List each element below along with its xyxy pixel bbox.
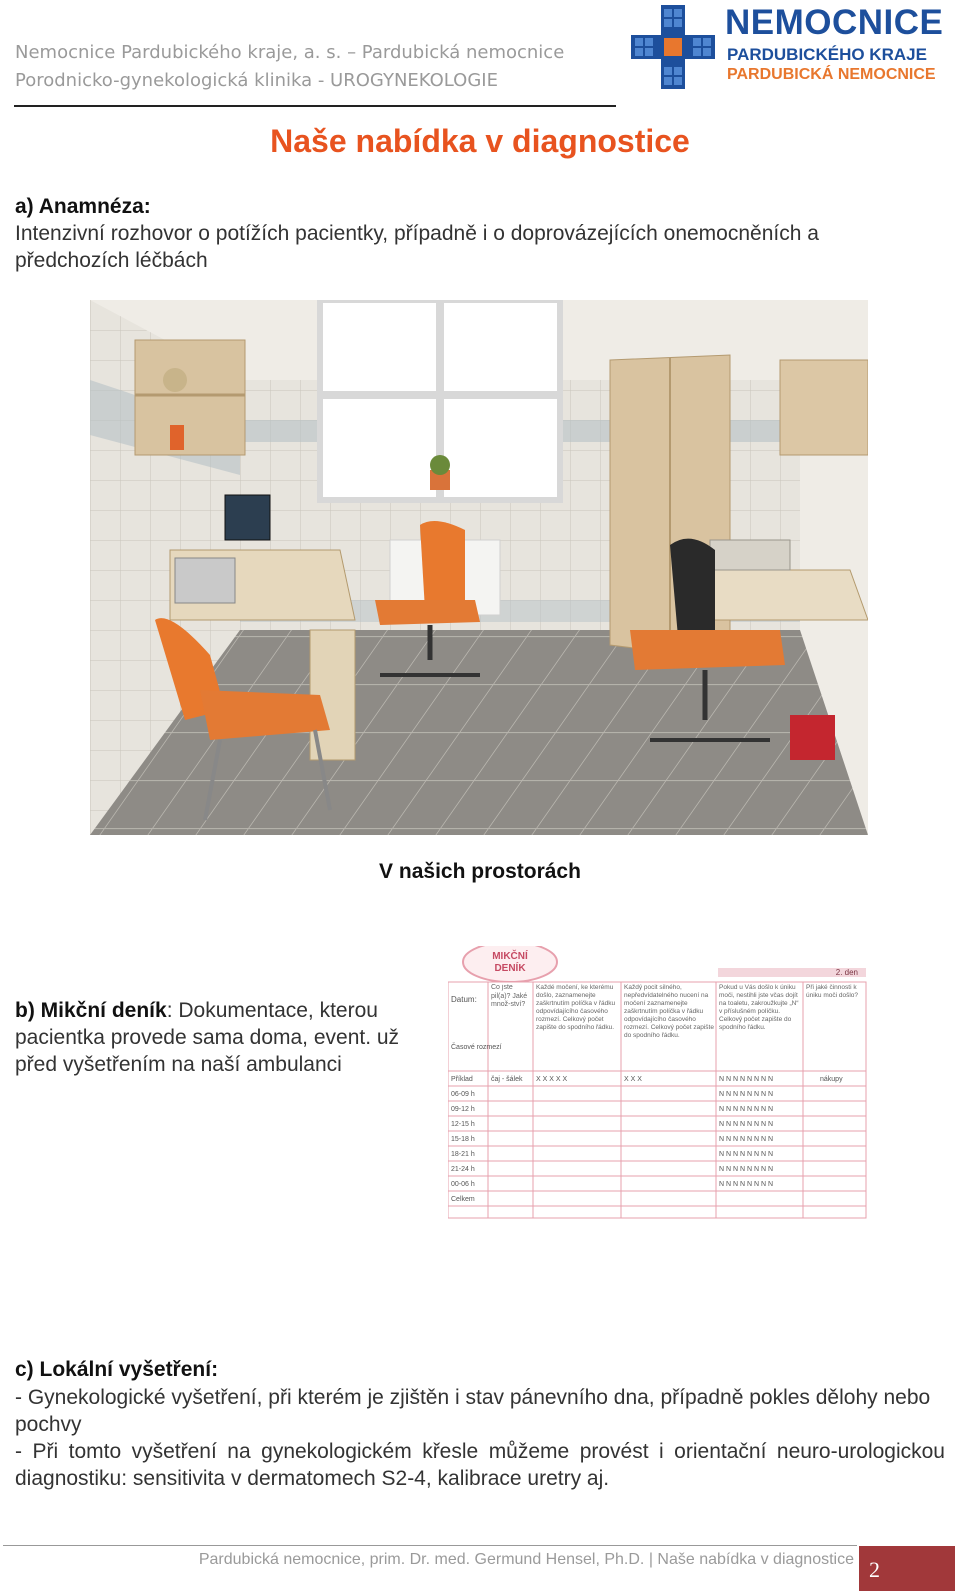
voiding-diary-table [448,946,872,1224]
footer-divider [3,1545,857,1546]
diary-day-label: 2. den [835,968,858,977]
header-divider [14,105,616,107]
diary-badge-line-1: MIKČNÍ [492,951,528,962]
diary-row-leak-marks: N N N N N N N N [719,1151,774,1158]
diary-badge-line-2: DENÍK [494,963,526,974]
room-illustration [90,300,868,835]
diary-activity-header: Při jaké činnosti k úniku moči došlo? [806,984,859,999]
diary-row-leak-marks: N N N N N N N N [719,1181,774,1188]
header-clinic-name: Porodnicko-gynekologická klinika - UROGYNEKOLOGIE [15,70,498,91]
diary-example-label: Příklad [451,1076,473,1083]
logo-line-1: NEMOCNICE [725,3,944,42]
footer-text: Pardubická nemocnice, prim. Dr. med. Germund Hensel, Ph.D. | Naše nabídka v diagnostice [198,1551,854,1568]
diary-example-activity: nákupy [820,1076,843,1083]
diary-row-time: 06-09 h [451,1091,475,1098]
diary-total-label: Celkem [451,1196,475,1203]
diary-row-time: 21-24 h [451,1166,475,1173]
diary-leak-header: Pokud u Vás došlo k úniku moči, nestihli jste včas dojít na toaletu, zakroužkujte „N“ v příslušném políčku. Celkový počet zapište do spodního řádku. [719,984,799,1031]
diary-urination-header: Každé močení, ke kterému došlo, zaznamenejte zaškrtnutím políčka v řádku odpovídajícího časového rozmezí. Celkový počet zapište do spodního řádku. [536,984,616,1031]
diary-row-time: 12-15 h [451,1121,475,1128]
section-a-heading: a) Anamnéza: [15,195,151,218]
diary-row-leak-marks: N N N N N N N N [719,1091,774,1098]
section-b-heading: b) Mikční deník [15,999,167,1022]
section-b-paragraph [15,997,425,1078]
diary-example-leak: N N N N N N N N [719,1076,774,1083]
diary-date-label: Datum: [451,995,477,1004]
diary-row-time: 09-12 h [451,1106,475,1113]
logo-line-3: PARDUBICKÁ NEMOCNICE [727,66,936,83]
diary-drink-header: Co jste pil(a)? Jaké množ-ství? [491,984,528,1008]
section-a-text: Intenzivní rozhovor o potížích pacientky, případně i o doprovázejících onemocněních a předchozích léčbách [15,222,819,272]
diary-example-urine: X X X X X [536,1076,568,1083]
diary-example-drink: čaj - šálek [491,1076,523,1083]
diary-row-leak-marks: N N N N N N N N [719,1136,774,1143]
section-c-line-1: - Gynekologické vyšetření, při kterém je zjištěn i stav pánevního dna, případně pokles dělohy nebo pochvy [15,1386,931,1436]
diary-row-time: 00-06 h [451,1181,475,1188]
page-title: Naše nabídka v diagnostice [270,123,690,159]
cross-logo-icon [631,5,715,89]
diary-row-leak-marks: N N N N N N N N [719,1121,774,1128]
page-number: 2 [859,1546,955,1591]
header-hospital-name: Nemocnice Pardubického kraje, a. s. – Pardubická nemocnice [15,42,565,63]
voiding-diary-form [448,946,872,1224]
clinic-room-photo [90,300,868,835]
hospital-logo [631,5,947,89]
diary-urge-header: Každý pocit silného, nepředvídatelného nucení na močení zaznamenejte zaškrtnutím políčka v řádku odpovídajícího časového rozmezí. Celkový počet zapište do spodního řádku. [624,984,714,1039]
diary-row-leak-marks: N N N N N N N N [719,1166,774,1173]
section-c-line-2: - Při tomto vyšetření na gynekologickém křesle můžeme provést i orientační neuro-urologickou diagnostiku: sensitivita v dermatomech S2-4, kalibrace uretry aj. [15,1440,945,1490]
diary-time-label: Časové rozmezí [451,1044,502,1051]
diary-row-leak-marks: N N N N N N N N [719,1106,774,1113]
diary-row-time: 15-18 h [451,1136,475,1143]
section-c-heading: c) Lokální vyšetření: [15,1358,219,1381]
diary-example-urge: X X X [624,1076,642,1083]
photo-caption: V našich prostorách [379,860,581,883]
diary-row-time: 18-21 h [451,1151,475,1158]
logo-line-2: PARDUBICKÉHO KRAJE [727,45,927,64]
section-b-text: : Dokumentace, kterou pacientka provede sama doma, event. už před vyšetřením na naší ambulanci [15,999,400,1076]
